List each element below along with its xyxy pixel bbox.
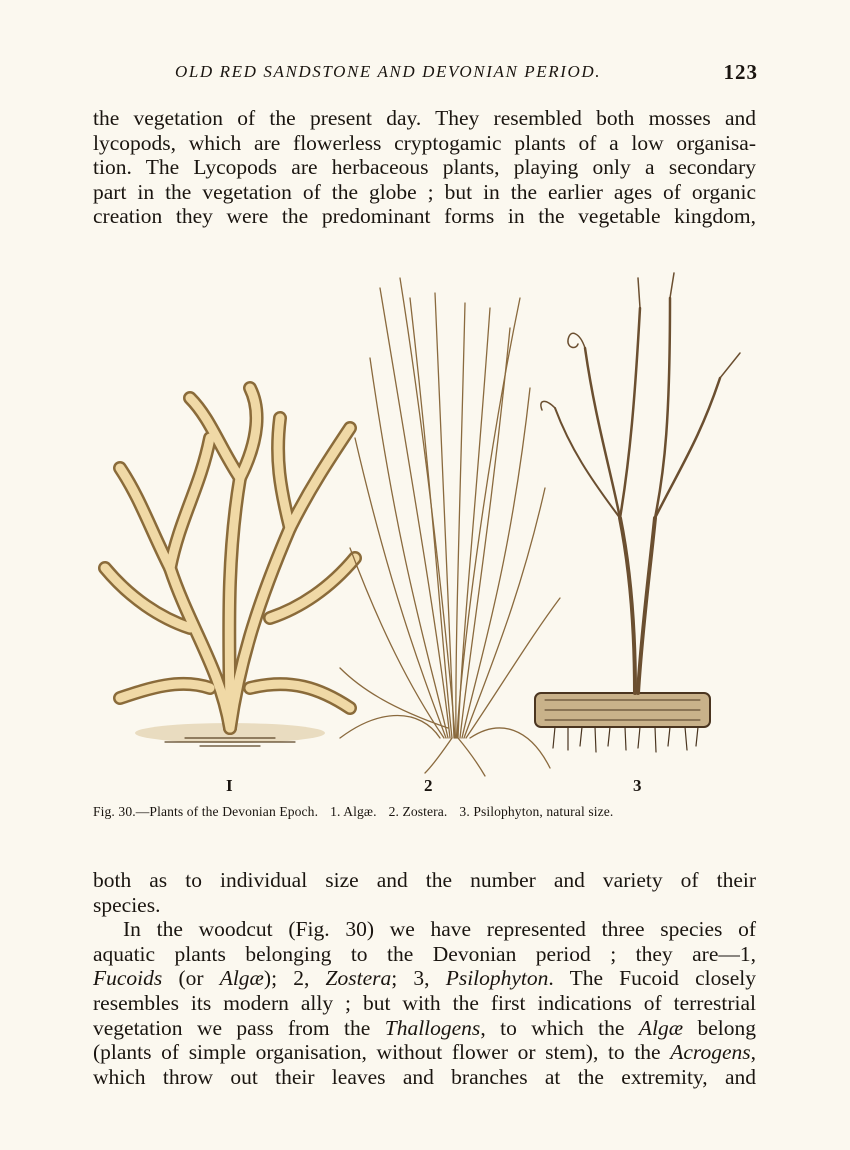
woodcut-figure	[90, 268, 760, 778]
text-run: In the woodcut (Fig. 30) we have represented three species of	[123, 917, 756, 942]
italic-term: Zostera	[325, 966, 392, 991]
figure-number-1: I	[226, 776, 233, 795]
caption-item-3: 3. Psilophyton, natural size.	[459, 804, 614, 819]
text-line	[93, 1040, 756, 1065]
italic-term: Acrogens	[670, 1040, 751, 1065]
italic-term: Algæ	[638, 1015, 684, 1040]
text-line	[93, 966, 756, 991]
text-line: creation they were the predominant forms in the vegetable kingdom,	[93, 204, 756, 229]
text-run: belong	[683, 1015, 756, 1040]
text-line: lycopods, which are flowerless cryptogamic plants of a low organisa-	[93, 130, 756, 155]
caption-item-1: 1. Algæ.	[330, 804, 377, 819]
top-paragraph	[93, 106, 756, 229]
text-line: both as to individual size and the number and variety of their	[93, 868, 756, 892]
text-run: vegetation we pass from the	[93, 1015, 385, 1040]
text-line: tion. The Lycopods are herbaceous plants, playing only a secondary	[93, 155, 756, 180]
text-run: . The Fucoid closely	[548, 966, 756, 991]
caption-title: —Plants of the Devonian Epoch.	[135, 804, 319, 819]
running-head	[93, 62, 758, 90]
text-line	[93, 917, 756, 942]
italic-term: Thallogens	[384, 1015, 481, 1040]
italic-term: Psilophyton	[445, 966, 549, 991]
text-line	[93, 1016, 756, 1041]
caption-item-2: 2. Zostera.	[388, 804, 448, 819]
text-run: ); 2,	[263, 966, 326, 991]
figure-caption	[93, 804, 763, 820]
text-run: ,	[750, 1040, 756, 1065]
text-run: , to which the	[480, 1015, 639, 1040]
zostera-illustration	[340, 278, 560, 776]
figure-number-2: 2	[424, 776, 433, 795]
text-run: (or	[162, 966, 220, 991]
page-number: 123	[723, 60, 758, 84]
italic-term: Algæ	[219, 966, 264, 991]
psilophyton-illustration	[535, 273, 740, 752]
text-line: species.	[93, 892, 161, 917]
italic-term: Fucoids	[93, 966, 163, 991]
running-title: OLD RED SANDSTONE AND DEVONIAN PERIOD.	[175, 62, 602, 81]
text-line: which throw out their leaves and branches at the extremity, and	[93, 1064, 756, 1089]
bottom-paragraph	[93, 868, 756, 1089]
text-run: (plants of simple organisation, without flower or stem), to the	[93, 1040, 671, 1065]
figure-number-3: 3	[633, 776, 642, 795]
text-line: resembles its modern ally ; but with the first indications of terrestrial	[93, 990, 756, 1015]
text-line: part in the vegetation of the globe ; but in the earlier ages of organic	[93, 179, 756, 204]
caption-label: Fig. 30.	[93, 804, 136, 819]
devonian-plants-illustration	[90, 268, 760, 778]
algae-illustration	[105, 388, 355, 746]
text-line: the vegetation of the present day. They resembled both mosses and	[93, 106, 756, 130]
text-line: aquatic plants belonging to the Devonian period ; they are—1,	[93, 941, 756, 966]
text-run: ; 3,	[391, 966, 446, 991]
